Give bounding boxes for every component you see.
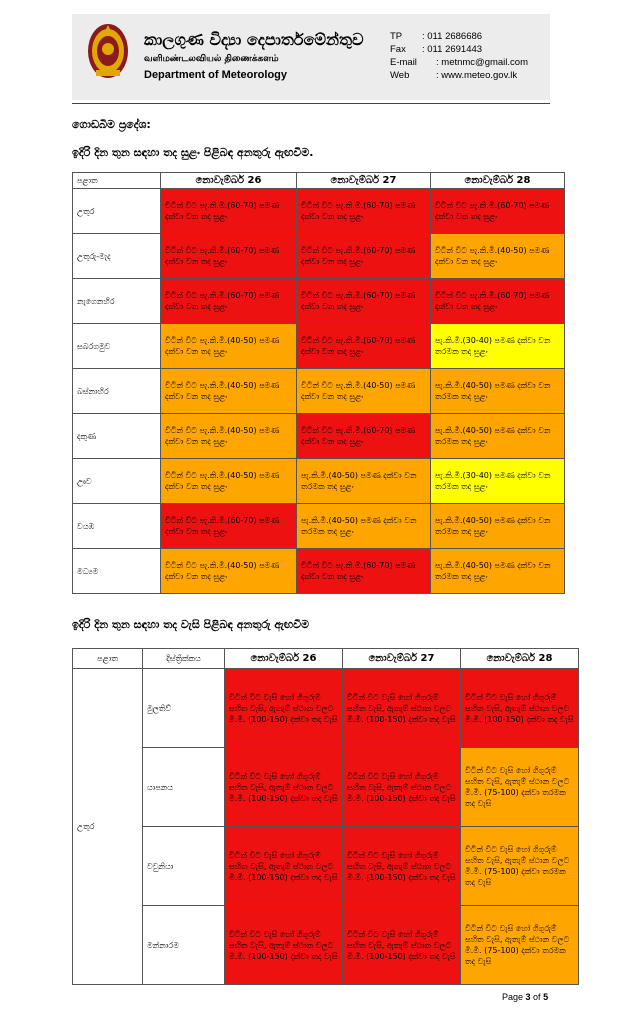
- wind-forecast-cell: විටින් විට පැ.කි.මී.(60-70) පමණ දක්වා වන තද සුළං: [297, 234, 431, 279]
- sri-lanka-emblem-icon: [86, 22, 130, 80]
- district-cell: මුලතිව්: [143, 669, 225, 748]
- wind-forecast-cell: පැ.කි.මී.(40-50) පමණ දක්වා වන තරමක තද සුළං: [431, 504, 565, 549]
- wind-table-row: [73, 234, 565, 279]
- column-header-region: පළාත: [73, 173, 161, 189]
- rain-forecast-cell: විටින් විට වැසි හෝ ගිගුරුම් සහිත වැසි, ඇතැම් ස්ථාන වලට මි.මී. (75-100) දක්වා තරමක තද වැසි: [461, 827, 579, 906]
- contact-label: TP: [390, 31, 403, 42]
- column-header-date: නොවැම්බර් 26: [225, 649, 343, 669]
- wind-forecast-cell: විටින් විට පැ.කි.මී.(40-50) පමණ දක්වා වන තද සුළං: [297, 369, 431, 414]
- rain-forecast-cell: විටින් විට වැසි හෝ ගිගුරුම් සහිත වැසි, ඇතැම් ස්ථාන වලට මි.මී. (100-150) දක්වා තද වැසි: [225, 906, 343, 985]
- province-cell: මධ්‍යම: [73, 549, 161, 594]
- wind-forecast-cell: විටින් විට පැ.කි.මී.(40-50) පමණ දක්වා වන තද සුළං: [161, 324, 297, 369]
- wind-forecast-cell: විටින් විට පැ.කි.මී.(40-50) පමණ දක්වා වන තද සුළං: [161, 459, 297, 504]
- department-name-tamil: வளிமண்டலவியல் திணைக்களம்: [144, 54, 279, 64]
- rain-forecast-cell: විටින් විට වැසි හෝ ගිගුරුම් සහිත වැසි, ඇතැම් ස්ථාන වලට මි.මී. (100-150) දක්වා තද වැසි: [343, 827, 461, 906]
- wind-table-row: [73, 414, 565, 459]
- rain-forecast-cell: විටින් විට වැසි හෝ ගිගුරුම් සහිත වැසි, ඇතැම් ස්ථාන වලට මි.මී. (100-150) දක්වා තද වැසි: [225, 748, 343, 827]
- wind-forecast-cell: විටින් විට පැ.කි.මී.(40-50) පමණ දක්වා වන තද සුළං: [161, 414, 297, 459]
- district-cell: මන්නාරම: [143, 906, 225, 985]
- column-header-date: නොවැම්බර් 28: [461, 649, 579, 669]
- wind-forecast-cell: විටින් විට පැ.කි.මී.(60-70) පමණ දක්වා වන තද සුළං: [161, 189, 297, 234]
- wind-forecast-cell: පැ.කි.මී.(40-50) පමණ දක්වා වන තරමක තද සුළං: [297, 504, 431, 549]
- rain-forecast-cell: විටින් විට වැසි හෝ ගිගුරුම් සහිත වැසි, ඇතැම් ස්ථාන වලට මි.මී. (100-150) දක්වා තද වැසි: [225, 669, 343, 748]
- column-header-date: නොවැම්බර් 27: [343, 649, 461, 669]
- wind-warning-heading: ඉදිරි දින තුන සඳහා තද සුළං පිළිබඳ අනතුරු ඇඟවීම.: [72, 146, 314, 159]
- province-cell: බස්නාහිර: [73, 369, 161, 414]
- rain-forecast-cell: විටින් විට වැසි හෝ ගිගුරුම් සහිත වැසි, ඇතැම් ස්ථාන වලට මි.මී. (100-150) දක්වා තද වැසි: [225, 827, 343, 906]
- website-url: : www.meteo.gov.lk: [436, 70, 518, 81]
- wind-forecast-cell: විටින් විට පැ.කි.මී.(60-70) පමණ දක්වා වන තද සුළං: [161, 234, 297, 279]
- rain-forecast-cell: විටින් විට වැසි හෝ ගිගුරුම් සහිත වැසි, ඇතැම් ස්ථාන වලට මි.මී. (75-100) දක්වා තරමක තද වැසි: [461, 748, 579, 827]
- contact-label: Fax: [390, 44, 406, 55]
- header-divider: [72, 103, 550, 104]
- phone-number: : 011 2686686: [422, 31, 483, 42]
- email-address: : metnmc@gmail.com: [436, 57, 528, 68]
- column-header-date: නොවැම්බර් 27: [297, 173, 431, 189]
- rain-table-row: [73, 906, 579, 985]
- wind-forecast-cell: විටින් විට පැ.කි.මී.(60-70) පමණ දක්වා වන තද සුළං: [161, 504, 297, 549]
- column-header-region: පළාත: [73, 649, 143, 669]
- wind-forecast-cell: පැ.කි.මී.(40-50) පමණ දක්වා වන තරමක තද සුළං: [431, 549, 565, 594]
- wind-forecast-cell: විටින් විට පැ.කි.මී.(60-70) පමණ දක්වා වන තද සුළං: [297, 189, 431, 234]
- province-cell: දකුණ: [73, 414, 161, 459]
- wind-forecast-cell: විටින් විට පැ.කි.මී.(60-70) පමණ දක්වා වන තද සුළං: [297, 549, 431, 594]
- wind-forecast-cell: විටින් විට පැ.කි.මී.(60-70) පමණ දක්වා වන තද සුළං: [297, 279, 431, 324]
- wind-table-row: [73, 459, 565, 504]
- wind-forecast-cell: විටින් විට පැ.කි.මී.(60-70) පමණ දක්වා වන තද සුළං: [431, 189, 565, 234]
- rain-warning-heading: ඉදිරි දින තුන සඳහා තද වැසි පිළිබඳ අනතුරු ඇඟවීම: [72, 618, 309, 631]
- wind-table-row: [73, 504, 565, 549]
- rain-forecast-cell: විටින් විට වැසි හෝ ගිගුරුම් සහිත වැසි, ඇතැම් ස්ථාන වලට මි.මී. (100-150) දක්වා තද වැසි: [343, 906, 461, 985]
- wind-table-row: [73, 189, 565, 234]
- province-cell: ඌව: [73, 459, 161, 504]
- wind-table-row: [73, 279, 565, 324]
- wind-table-row: [73, 369, 565, 414]
- contact-label: E-mail: [390, 57, 417, 68]
- wind-forecast-cell: විටින් විට පැ.කි.මී.(40-50) පමණ දක්වා වන තද සුළං: [431, 234, 565, 279]
- district-cell: යාපනය: [143, 748, 225, 827]
- wind-forecast-cell: විටින් විට පැ.කි.මී.(40-50) පමණ දක්වා වන තද සුළං: [161, 549, 297, 594]
- wind-forecast-cell: පැ.කි.මී.(40-50) පමණ දක්වා වන තරමක තද සුළං: [297, 459, 431, 504]
- rain-warning-table: [72, 648, 579, 985]
- page-number: Page 3 of 5: [502, 992, 549, 1002]
- wind-forecast-cell: විටින් විට පැ.කි.මී.(60-70) පමණ දක්වා වන තද සුළං: [297, 324, 431, 369]
- department-name-sinhala: කාලගුණ විද්‍යා දෙපාර්තමේන්තුව: [144, 30, 364, 49]
- rain-table-row: [73, 827, 579, 906]
- wind-forecast-cell: පැ.කි.මී.(30-40) පමණ දක්වා වන තරමක තද සුළං: [431, 324, 565, 369]
- section-heading-land: ගොඩබිම ප්‍රදේශ:: [72, 118, 151, 131]
- rain-forecast-cell: විටින් විට වැසි හෝ ගිගුරුම් සහිත වැසි, ඇතැම් ස්ථාන වලට මි.මී. (100-150) දක්වා තද වැසි: [461, 669, 579, 748]
- rain-forecast-cell: විටින් විට වැසි හෝ ගිගුරුම් සහිත වැසි, ඇතැම් ස්ථාන වලට මි.මී. (100-150) දක්වා තද වැසි: [343, 748, 461, 827]
- wind-table-row: [73, 324, 565, 369]
- province-cell: උතුර: [73, 669, 143, 985]
- province-cell: උතුරු-මැද: [73, 234, 161, 279]
- fax-number: : 011 2691443: [422, 44, 483, 55]
- rain-table-row: [73, 748, 579, 827]
- province-cell: සබරගමුව: [73, 324, 161, 369]
- wind-forecast-cell: විටින් විට පැ.කි.මී.(60-70) පමණ දක්වා වන තද සුළං: [431, 279, 565, 324]
- contact-label: Web: [390, 70, 410, 81]
- rain-forecast-cell: විටින් විට වැසි හෝ ගිගුරුම් සහිත වැසි, ඇතැම් ස්ථාන වලට මි.මී. (100-150) දක්වා තද වැසි: [343, 669, 461, 748]
- province-cell: නැගෙනහිර: [73, 279, 161, 324]
- province-cell: වයඹ: [73, 504, 161, 549]
- rain-table-row: [73, 669, 579, 748]
- wind-forecast-cell: පැ.කි.මී.(40-50) පමණ දක්වා වන තරමක තද සුළං: [431, 414, 565, 459]
- wind-forecast-cell: පැ.කි.මී.(30-40) පමණ දක්වා වන තරමක තද සුළං: [431, 459, 565, 504]
- wind-forecast-cell: විටින් විට පැ.කි.මී.(40-50) පමණ දක්වා වන තද සුළං: [161, 369, 297, 414]
- department-name-english: Department of Meteorology: [144, 69, 288, 81]
- wind-forecast-cell: විටින් විට පැ.කි.මී.(60-70) පමණ දක්වා වන තද සුළං: [161, 279, 297, 324]
- wind-table-row: [73, 549, 565, 594]
- column-header-date: නොවැම්බර් 26: [161, 173, 297, 189]
- column-header-date: නොවැම්බර් 28: [431, 173, 565, 189]
- wind-forecast-cell: පැ.කි.මී.(40-50) පමණ දක්වා වන තරමක තද සුළං: [431, 369, 565, 414]
- wind-warning-table: [72, 172, 565, 594]
- contact-block: [390, 30, 528, 82]
- wind-forecast-cell: විටින් විට පැ.කි.මී.(60-70) පමණ දක්වා වන තද සුළං: [297, 414, 431, 459]
- letterhead: [72, 14, 550, 100]
- rain-forecast-cell: විටින් විට වැසි හෝ ගිගුරුම් සහිත වැසි, ඇතැම් ස්ථාන වලට මි.මී. (75-100) දක්වා තරමක තද වැසි: [461, 906, 579, 985]
- district-cell: වවුනියා: [143, 827, 225, 906]
- column-header-district: දිස්ත්‍රික්කය: [143, 649, 225, 669]
- province-cell: උතුර: [73, 189, 161, 234]
